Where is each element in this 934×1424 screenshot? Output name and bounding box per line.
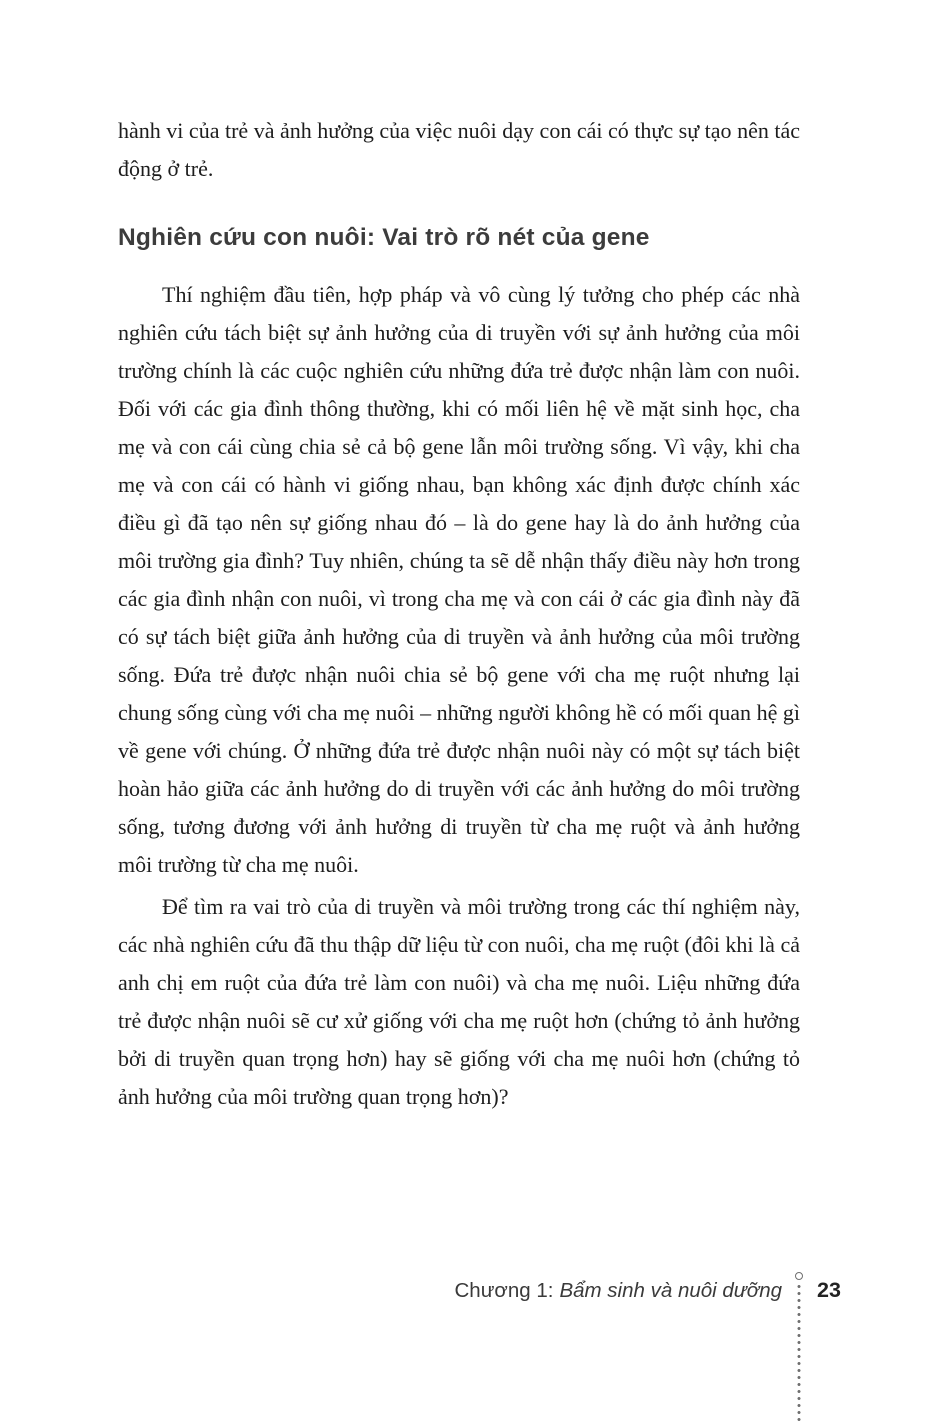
page-content — [118, 112, 800, 1116]
page-number: 23 — [817, 1278, 841, 1302]
dotted-line — [798, 1285, 801, 1424]
running-footer — [454, 1279, 782, 1303]
section-heading: Nghiên cứu con nuôi: Vai trò rõ nét của gene — [118, 224, 650, 251]
divider-circle-icon — [795, 1272, 803, 1280]
paragraph: Thí nghiệm đầu tiên, hợp pháp và vô cùng lý tưởng cho phép các nhà nghiên cứu tách biệt sự ảnh hưởng của di truyền với sự ảnh hưởng của môi trường chính là các cuộc nghiên cứu những đứa trẻ được nhận làm con nuôi. Đối với các gia đình thông thường, khi có mối liên hệ về mặt sinh học, cha mẹ và con cái cùng chia sẻ cả bộ gene lẫn môi trường sống. Vì vậy, khi cha mẹ và con cái có hành vi giống nhau, bạn không xác định được chính xác điều gì đã tạo nên sự giống nhau đó – là do gene hay là do ảnh hưởng của môi trường gia đình? Tuy nhiên, chúng ta sẽ dễ nhận thấy điều này hơn trong các gia đình nhận con nuôi, vì trong cha mẹ và con cái ở các gia đình này đã có sự tách biệt giữa ảnh hưởng của di truyền và ảnh hưởng của môi trường sống. Đứa trẻ được nhận nuôi chia sẻ bộ gene với cha mẹ ruột nhưng lại chung sống cùng với cha mẹ nuôi – những người không hề có mối quan hệ gì về gene với chúng. Ở những đứa trẻ được nhận nuôi này có một sự tách biệt hoàn hảo giữa các ảnh hưởng do di truyền với các ảnh hưởng do môi trường sống, tương đương với ảnh hưởng di truyền từ cha mẹ ruột và ảnh hưởng môi trường từ cha mẹ nuôi. — [118, 282, 800, 877]
paragraph: Để tìm ra vai trò của di truyền và môi trường trong các thí nghiệm này, các nhà nghiên cứu đã thu thập dữ liệu từ con nuôi, cha mẹ ruột (đôi khi là cả anh chị em ruột của đứa trẻ làm con nuôi) và cha mẹ nuôi. Liệu những đứa trẻ được nhận nuôi sẽ cư xử giống với cha mẹ ruột hơn (chứng tỏ ảnh hưởng bởi di truyền quan trọng hơn) hay sẽ giống với cha mẹ nuôi hơn (chứng tỏ ảnh hưởng của môi trường quan trọng hơn)? — [118, 894, 800, 1109]
chapter-title: Bẩm sinh và nuôi dưỡng — [559, 1279, 782, 1302]
chapter-prefix: Chương 1: — [454, 1279, 554, 1302]
footer-divider — [794, 1272, 804, 1424]
paragraph-continuation: hành vi của trẻ và ảnh hưởng của việc nuôi dạy con cái có thực sự tạo nên tác động ở trẻ. — [118, 118, 800, 181]
